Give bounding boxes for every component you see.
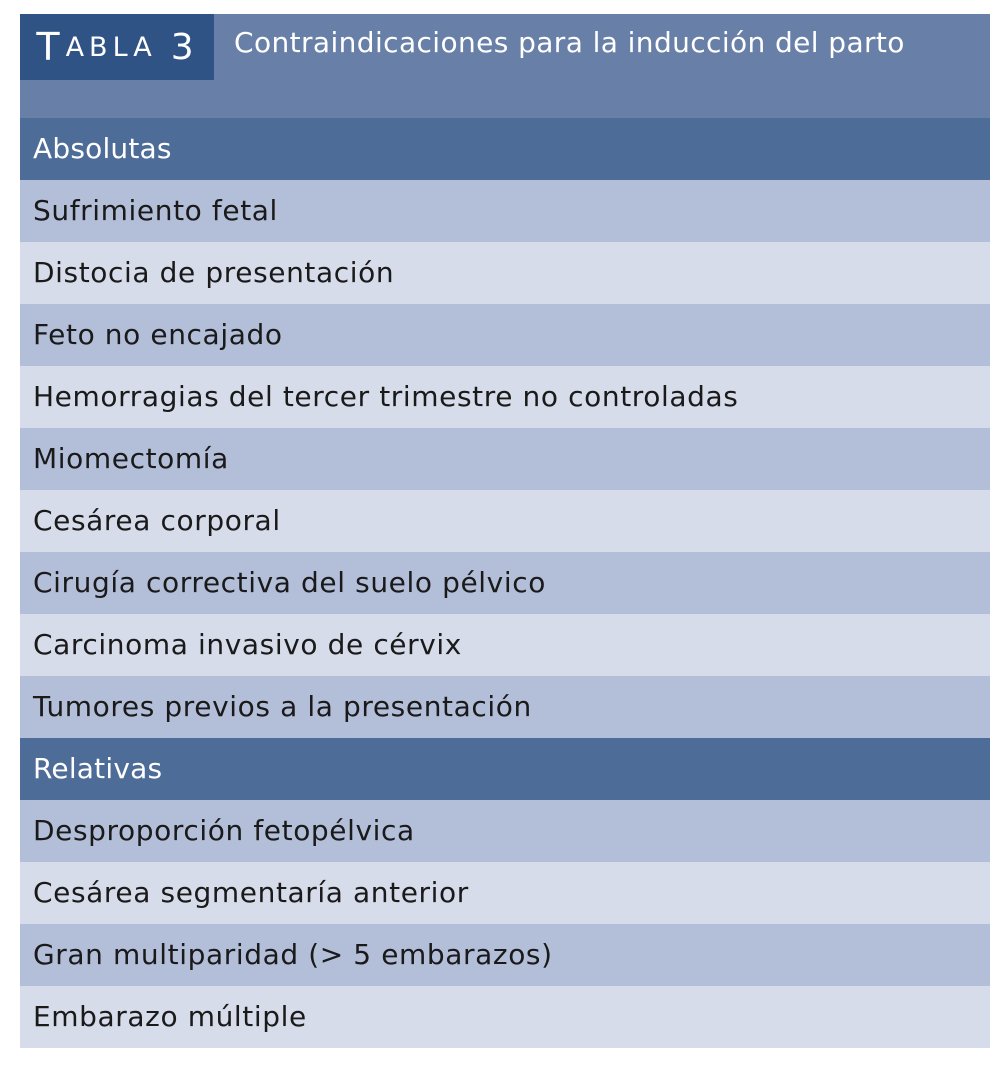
section-header-absolutas: Absolutas (20, 118, 990, 180)
contraindications-table (20, 14, 990, 1048)
table-row: Cirugía correctiva del suelo pélvico (20, 552, 990, 614)
table-row: Cesárea corporal (20, 490, 990, 552)
table-row: Hemorragias del tercer trimestre no controladas (20, 366, 990, 428)
section-header-relativas: Relativas (20, 738, 990, 800)
table-row: Cesárea segmentaría anterior (20, 862, 990, 924)
table-number-tag (20, 14, 214, 80)
table-row: Distocia de presentación (20, 242, 990, 304)
table-title: Contraindicaciones para la inducción del parto (234, 26, 905, 59)
table-row: Tumores previos a la presentación (20, 676, 990, 738)
table-row: Desproporción fetopélvica (20, 800, 990, 862)
table-row: Sufrimiento fetal (20, 180, 990, 242)
table-row: Embarazo múltiple (20, 986, 990, 1048)
table-row: Feto no encajado (20, 304, 990, 366)
table-row: Miomectomía (20, 428, 990, 490)
table-row: Carcinoma invasivo de cérvix (20, 614, 990, 676)
tag-rest: ABLA (65, 31, 157, 63)
tag-number: 3 (170, 26, 198, 68)
table-row: Gran multiparidad (> 5 embarazos) (20, 924, 990, 986)
tag-first-letter: T (36, 25, 64, 69)
table-title-bar (20, 14, 990, 118)
